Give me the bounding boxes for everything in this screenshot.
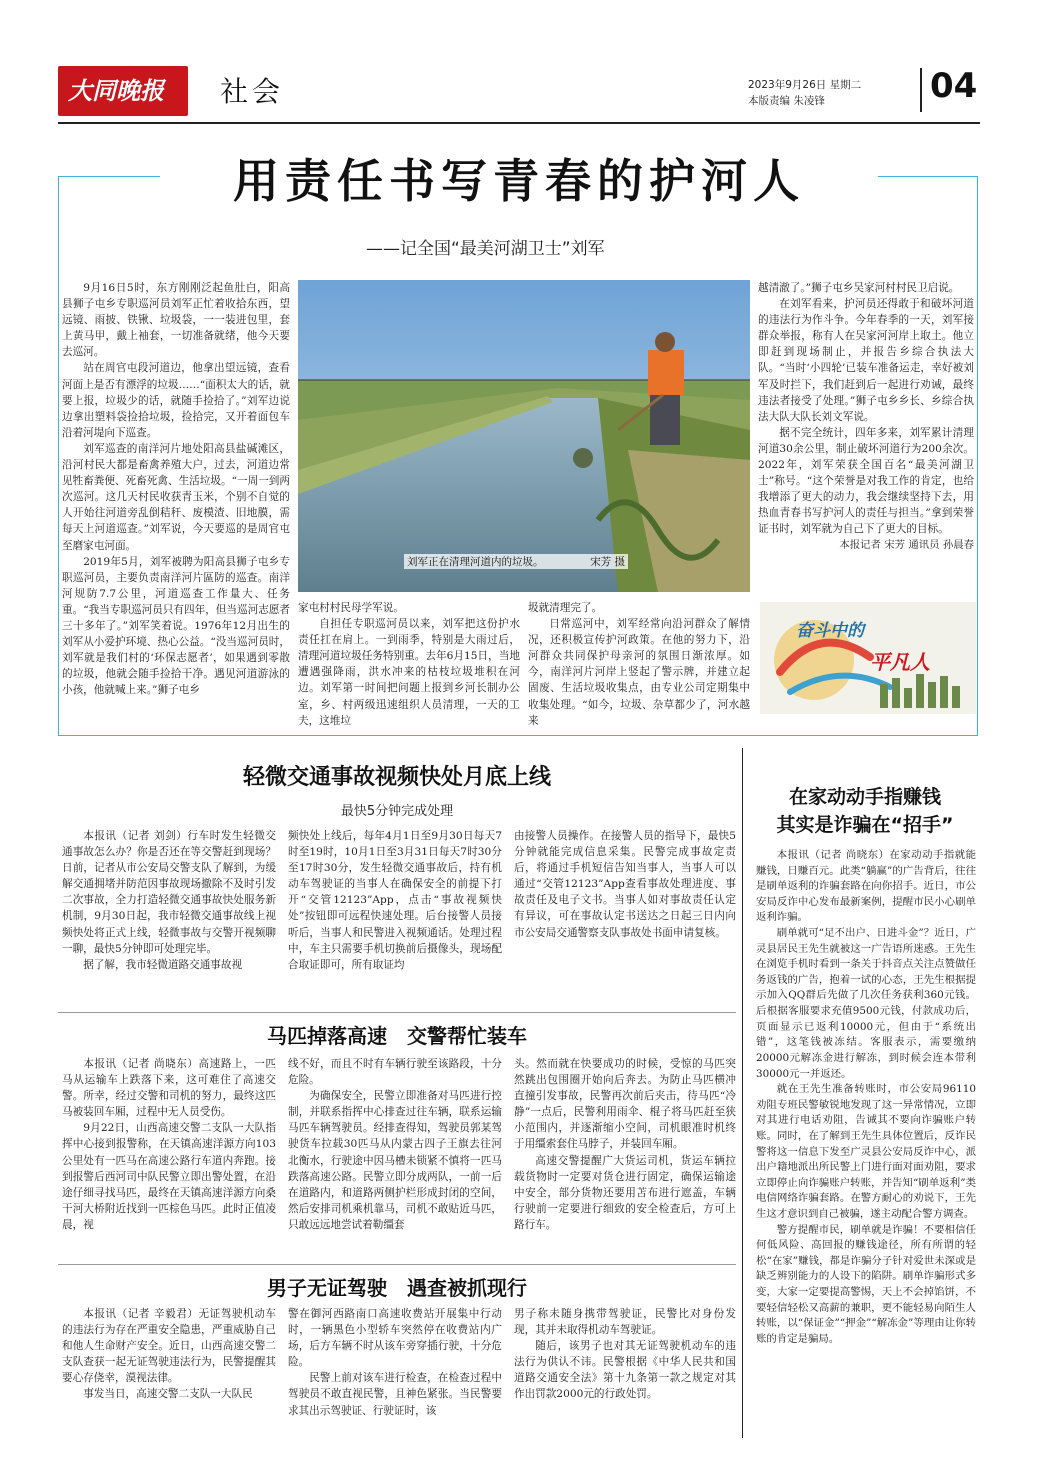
- horse-column-3: 头。然而就在快要成功的时候，受惊的马匹突然跳出包围圈开始向后奔去。为防止马匹横冲直撞引发事故，民警再次前后夹击，待马匹“冷静”一点后，民警利用雨伞、棍子将马匹赶至狭小范围内，并逐渐缩小空间，司机眼准时机终于用缰索套住马脖子，并装回车厢。 高速交警提醒广大货运司机，货运车辆拉载货物时一定要对货仓进行固定，确保运输途中安全，部分货物还要用苫布进行遮盖，车辆行驶前一定要进行细致的安全检查后，方可上路行车。: [514, 1058, 736, 1231]
- horse-column-2: 线不好，而且不时有车辆行驶至该路段，十分危险。 为确保安全，民警立即准备对马匹进行控制，并联系指挥中心排查过往车辆，联系运输马匹车辆驾驶员。经排查得知，驾驶员郭某驾驶货车拉载30匹马从内蒙古四子王旗去往河北衡水，行驶途中因马槽未锁紧不慎将一匹马跌落高速公路。民警立即分成两队，一前一后在道路内，和道路两侧护栏形成封闭的空间，然后安排司机乘机靠马，司机不敢贴近马匹，只敢远远地尝试着勒缰套: [288, 1058, 502, 1231]
- column-divider: [742, 748, 743, 1438]
- feature-column-1: 9月16日5时，东方刚刚泛起鱼肚白，阳高县狮子屯乡专职巡河员刘军正忙着收拾东西，望远镜、雨披、铁锹、垃圾袋，一一装进包里，套上黄马甲，戴上袖套，一切准备就绪，他今天要去巡河。 站在周官屯段河道边，他拿出望远镜，查看河面上是否有漂浮的垃圾……“面积太大的话，就要上报，垃圾少的话，就随手捡拾了。”刘军边说边拿出塑料袋捡拾垃圾，捡拾完，又开着面包车沿着河堤向下巡查。 刘军巡查的南洋河片地处阳高县盐碱滩区，沿河村民大都是畜禽养殖大户，过去，河道边常见牲畜粪便、死畜死禽、生活垃圾。“一周一到两次巡河。这几天村民收获青玉米，个别不自觉的人开始往河道旁乱倒秸秆、废模渣、旧地膜，需每天上河道巡查。”刘军说，今天要巡的是周官屯至磨家屯河面。 2019年5月，刘军被聘为阳高县狮子屯乡专职巡河员，主要负责南洋河片區防的巡查。南洋河规防7.7公里，河道巡查工作量大、任务重。“我当专职巡河员只有四年，但当巡河志愿者三十多年了。”刘军笑着说。1976年12月出生的刘军从小爱护环境、热心公益。“没当巡河员时，刘军就是我们村的‘环保志愿者’，如果遇到零散的垃圾，他就会随手捡拾干净。遇见河道游泳的小孩，他就喊上来。”狮子屯乡: [62, 282, 290, 697]
- traffic-column-3: 由接警人员操作。在接警人员的指导下，最快5分钟就能完成信息采集。民警完成事故定责后，将通过手机短信告知当事人，当事人可以通过“交管12123”App查看事故处理进度、事故责任及电子文书。当事人如对事故责任认定有异议，可在事故认定书送达之日起三日内向市公安局交通警察支队事故处书面申请复核。: [514, 830, 736, 939]
- column-badge: [760, 602, 976, 714]
- page-number: 04: [930, 66, 978, 106]
- header-divider: [920, 68, 922, 112]
- story-divider-2: [58, 1264, 736, 1265]
- feature-column-4: 越清澈了。”狮子屯乡吴家河村村民卫启说。 在刘军看来，护河员还得敢于和破坏河道的违法行为作斗争。今年春季的一天，刘军接群众举报，称有人在吴家河河岸上取土。他立即赶到现场制止，并报告乡综合执法大队。“当时‘小四轮’已装车准备运走，幸好被刘军及时拦下，我们赶到后一起进行劝诫，最终违法者接受了处理。”狮子屯乡乡长、乡综合执法大队大队长刘文军说。 据不完全统计，四年多来，刘军累计清理河道30余公里，制止破坏河道行为200余次。2022年，刘军荣获全国百名“最美河湖卫士”称号。“这个荣誉是对我工作的肯定，也给我增添了更大的动力，我会继续坚持下去，用热血青春书写护河人的责任与担当。”拿到荣誉证书时，刘军就为自己下了更大的目标。 本报记者 宋芳 通讯员 孙晨春: [758, 280, 974, 586]
- license-headline: 男子无证驾驶 遇查被抓现行: [267, 1276, 527, 1300]
- feature-subtitle: ——记全国“最美河湖卫士”刘军: [366, 239, 605, 259]
- license-column-3: 男子称未随身携带驾驶证，民警比对身份发现，其并未取得机动车驾驶证。 随后，该男子也对其无证驾驶机动车的违法行为供认不讳。民警根据《中华人民共和国道路交通安全法》第十九条第一款之规定对其作出罚款2000元的行政处罚。: [514, 1308, 736, 1401]
- feature-column-2: 家屯村村民母学军说。 自担任专职巡河员以来，刘军把这份护水责任扛在肩上。一到雨季，特别是大雨过后，清理河道垃圾任务特别重。去年6月15日，当地遭遇强降雨，洪水冲来的枯枝垃圾堆积在河边。刘军第一时间把问题上报到乡河长制办公室，乡、村两级迅速组织人员清理，一天的工夫，这堆垃: [298, 602, 520, 727]
- scam-headline: 在家动动手指赚钱 其实是诈骗在“招手”: [776, 786, 954, 836]
- feature-title: 用责任书写青春的护河人: [160, 150, 878, 212]
- photo-caption: 刘军正在清理河道内的垃圾。 宋芳 摄: [404, 554, 628, 569]
- traffic-column-1: 本报讯（记者 刘剑）行车时发生轻微交通事故怎么办？你是否还在等交警赶到现场？日前，记者从市公安局交警支队了解到，为缓解交通拥堵并防范因事故现场撤除不及时引发二次事故，全力打造轻微交通事故快处服务新机制，9月30日起，我市轻微交通事故线上视频快处将正式上线，轻微事故与交警开视频聊一聊，最快5分钟即可处理完毕。 据了解，我市轻微道路交通事故视: [62, 830, 276, 971]
- story-divider-1: [58, 1012, 736, 1013]
- issue-info: [748, 78, 861, 110]
- section-title: 社会: [220, 75, 285, 108]
- feature-column-3: 圾就清理完了。 日常巡河中，刘军经常向沿河群众了解情况，还积极宣传护河政策。在他的努力下，沿河群众共同保护母亲河的氛围日渐浓厚。如今，南洋河片河岸上竖起了警示牌，并建立起固废、生活垃圾收集点，由专业公司定期集中收集处理。“如今，垃圾、杂草都少了，河水越来: [528, 602, 750, 727]
- page-editor: 本版责编 朱凌锋: [748, 94, 825, 107]
- newspaper-logo: 大同晚报: [58, 66, 188, 116]
- license-column-2: 警在御河西路南口高速收费站开展集中行动时，一辆黑色小型轿车突然停在收费站内广场，后方车辆不时从该车旁穿插行驶，十分危险。 民警上前对该车进行检查，在检查过程中驾驶员不敢直视民警，且神色紧张。当民警要求其出示驾驶证、行驶证时，该: [288, 1308, 502, 1417]
- horse-headline: 马匹掉落高速 交警帮忙装车: [267, 1024, 527, 1048]
- badge-line-1: 奋斗中的: [796, 621, 864, 641]
- traffic-subtitle: 最快5分钟完成处理: [340, 804, 454, 819]
- river-photo: [298, 280, 750, 592]
- traffic-column-2: 频快处上线后，每年4月1日至9月30日每天7时至19时，10月1日至3月31日每天7时30分至17时30分，发生轻微交通事故后，持有机动车驾驶证的当事人在确保安全的前提下打开“交管12123”App，点击“事故视频快处”按钮即可远程快速处理。后台接警人员接听后，当事人和民警进入视频通话。处理过程中，车主只需要手机切换前后摄像头，现场配合取证即可，所有取证均: [288, 830, 502, 971]
- scam-column: 本报讯（记者 尚晓东）在家动动手指就能赚钱，日赚百元。此类“躺赢”的广告背后，往往是刷单返利的诈骗套路在向你招手。近日，市公安局反诈中心发布最新案例，提醒市民小心刷单返利诈骗。 刷单就可“足不出户、日进斗金”？近日，广灵县居民王先生就被这一广告语所迷惑。王先生在浏览手机时看到一条关于抖音点关注点赞做任务返钱的广告，抱着一试的心态，王先生根据提示加入QQ群后先做了几次任务获利360元钱。后根据客服要求充值9500元钱，付款成功后，页面显示已返利10000元，但由于“系统出错”，这笔钱被冻结。客服表示，需要缴纳20000元解冻金进行解冻，到时候会连本带利30000元一并返还。 就在王先生准备转账时，市公安局96110劝阻专班民警敏锐地发现了这一异常情况，立即对其进行电话劝阻，告诫其不要向诈骗账户转账。同时，在了解到王先生具体位置后，反诈民警将这一信息下发至广灵县公安局反诈中心，派出户籍地派出所民警上门进行面对面劝阻，要求立即停止向诈骗账户转账，并告知“刷单返利”类电信网络诈骗套路。在警方耐心的劝说下，王先生这才意识到自己被骗，遂主动配合警方调查。 警方提醒市民，刷单就是诈骗！不要相信任何低风险、高回报的赚钱途径，所有所谓的轻松“在家”赚钱，都是诈骗分子针对爱世未深或是缺乏辨别能力的人设下的陷阱。刷单诈骗形式多变，大家一定要提高警惕，天上不会掉馅饼，不要轻信轻松又高薪的兼职，更不能轻易向陌生人转账，以“保证金”“押金”“解冻金”等理由让你转账的肯定是骗局。: [756, 849, 976, 1345]
- license-column-1: 本报讯（记者 辛毅君）无证驾驶机动车的违法行为存在严重安全隐患，严重威胁自己和他人生命财产安全。近日，山西高速交警二支队查获一起无证驾驶违法行为，民警提醒其要心存侥幸，漠视法律。 事发当日，高速交警二支队一大队民: [62, 1308, 276, 1401]
- badge-line-2: 平凡人: [870, 650, 930, 674]
- byline: 本报记者 宋芳 通讯员 孙晨春: [839, 538, 974, 551]
- photo-credit: 宋芳 摄: [590, 556, 626, 568]
- horse-column-1: 本报讯（记者 尚晓东）高速路上，一匹马从运输车上跌落下来，这可难住了高速交警。所幸，经过交警和司机的努力，最终这匹马被装回车厢，过程中无人员受伤。 9月22日，山西高速交警二支队一大队指挥中心接到报警称，在天镇高速洋源方向103公里处有一匹马在高速公路行车道内奔跑。接到报警后西河司中队民警立即出警处置，在沿途仔细寻找马匹，最终在天镇高速洋源方向桑干河大桥附近找到一匹棕色马匹。此时正值凌晨，视: [62, 1058, 276, 1231]
- traffic-headline: 轻微交通事故视频快处月底上线: [242, 765, 551, 790]
- issue-date: 2023年9月26日 星期二: [748, 79, 862, 91]
- header-rule: [58, 122, 980, 124]
